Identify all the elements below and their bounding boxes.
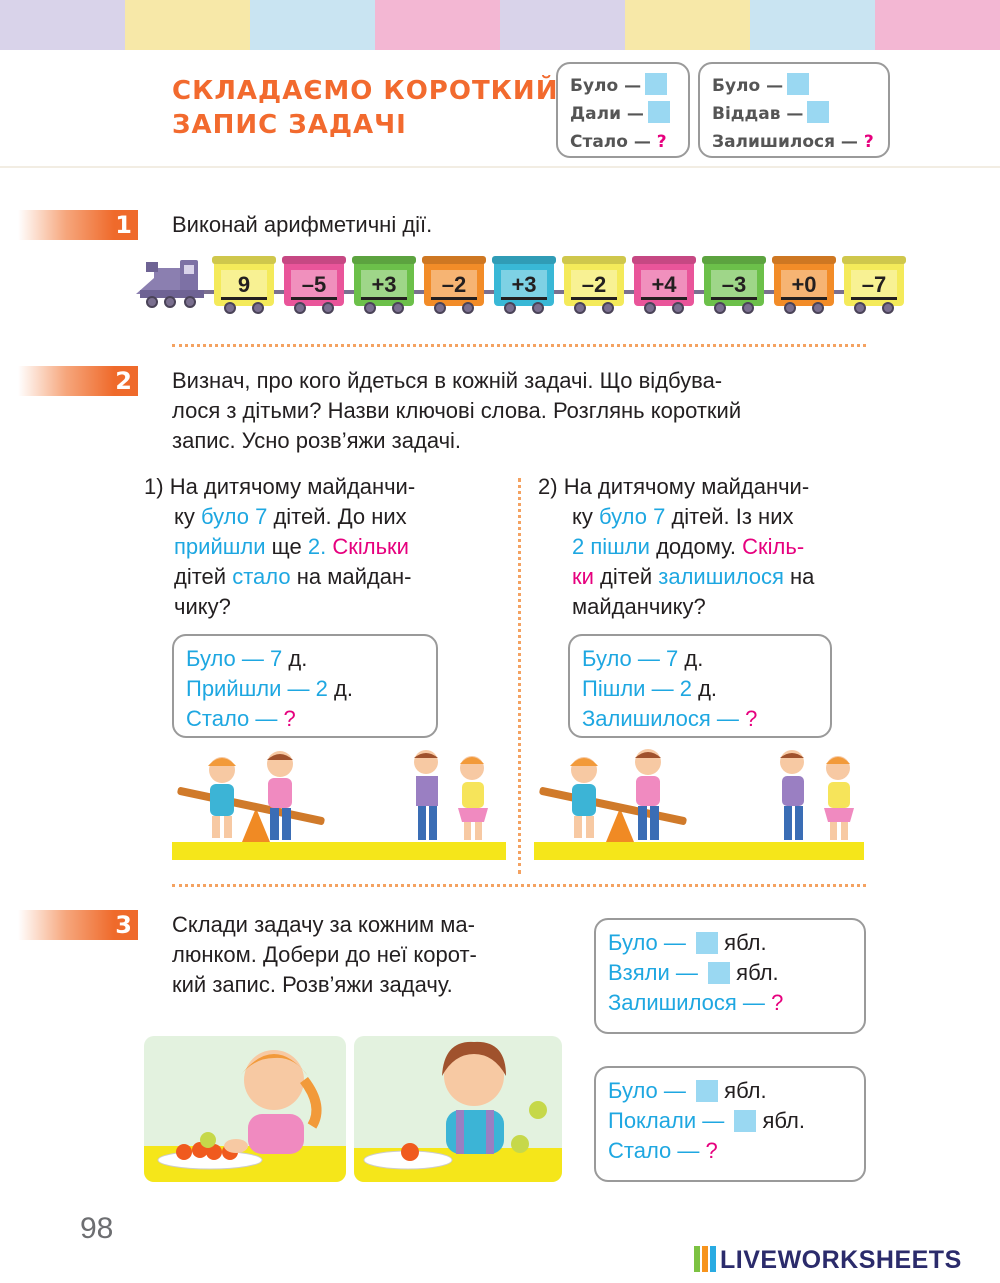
wheel-icon bbox=[672, 302, 684, 314]
train-wagon bbox=[704, 260, 764, 306]
train-wagon bbox=[844, 260, 904, 306]
task2-instruction bbox=[172, 366, 872, 456]
record-key: Залишилося — bbox=[582, 706, 739, 731]
boy-apples-picture bbox=[354, 1036, 562, 1182]
record-key: Було — bbox=[608, 1078, 686, 1103]
girl-with-apples-image bbox=[144, 1036, 346, 1182]
instruction-line: запис. Усно розв’яжи задачі. bbox=[172, 428, 462, 453]
question-mark: ? bbox=[705, 1138, 718, 1163]
question-mark: ? bbox=[283, 706, 296, 731]
answer-square[interactable] bbox=[734, 1110, 756, 1132]
wagon-roof bbox=[632, 256, 696, 264]
short-record-box-2 bbox=[568, 634, 832, 738]
color-bar-segment bbox=[125, 0, 250, 50]
instruction-line: кий запис. Розв’яжи задачу. bbox=[172, 972, 453, 997]
wheel-icon bbox=[392, 302, 404, 314]
keyword: було 7 bbox=[201, 504, 268, 529]
record-key: Взяли — bbox=[608, 960, 698, 985]
girl-apples-picture bbox=[144, 1036, 346, 1182]
answer-square[interactable] bbox=[648, 101, 670, 123]
wagon-label: –3 bbox=[711, 270, 757, 300]
scheme-label: Було — bbox=[712, 76, 784, 96]
wheel-icon bbox=[784, 302, 796, 314]
record-value: 2 bbox=[315, 676, 328, 701]
wheel-icon bbox=[602, 302, 614, 314]
wagon-roof bbox=[772, 256, 836, 264]
color-bar-segment bbox=[500, 0, 625, 50]
keyword: стало bbox=[232, 564, 291, 589]
brand-logo[interactable] bbox=[694, 1246, 962, 1276]
record-value: 7 bbox=[270, 646, 283, 671]
task-number-tab-2 bbox=[18, 366, 138, 396]
wheel-icon bbox=[504, 302, 516, 314]
record-key: Прийшли — bbox=[186, 676, 310, 701]
text-span: на майдан- bbox=[296, 564, 412, 589]
wagon-roof bbox=[492, 256, 556, 264]
text-span: дітей. До них bbox=[273, 504, 407, 529]
train-wagon bbox=[634, 260, 694, 306]
scheme-box-gave bbox=[556, 62, 690, 158]
record-key: Стало — bbox=[608, 1138, 700, 1163]
header-color-bar bbox=[0, 0, 1000, 50]
boy-with-apples-image bbox=[354, 1036, 562, 1182]
color-bar-segment bbox=[375, 0, 500, 50]
text-span: на bbox=[790, 564, 815, 589]
wagon-label: –5 bbox=[291, 270, 337, 300]
wagon-roof bbox=[212, 256, 276, 264]
wheel-icon bbox=[882, 302, 894, 314]
task3-instruction bbox=[172, 910, 572, 1000]
wagon-label: +0 bbox=[781, 270, 827, 300]
record-unit: ябл. bbox=[724, 930, 767, 955]
brand-name: LIVEWORKSHEETS bbox=[720, 1246, 962, 1274]
train-wagon bbox=[424, 260, 484, 306]
train-wagon bbox=[494, 260, 554, 306]
task-number: 3 bbox=[115, 911, 132, 939]
question-mark: ? bbox=[656, 132, 667, 152]
question-keyword: Скільки bbox=[332, 534, 409, 559]
keyword: 2 пішли bbox=[572, 534, 650, 559]
record-unit: ябл. bbox=[724, 1078, 767, 1103]
page-number: 98 bbox=[80, 1212, 114, 1245]
divider-2 bbox=[172, 884, 866, 887]
task-number-tab-1 bbox=[18, 210, 138, 240]
wheel-icon bbox=[574, 302, 586, 314]
wagon-roof bbox=[282, 256, 346, 264]
color-bar-segment bbox=[875, 0, 1000, 50]
record-unit: д. bbox=[698, 676, 718, 701]
train-wagon bbox=[564, 260, 624, 306]
text-span: додому. bbox=[656, 534, 737, 559]
train-wagon bbox=[284, 260, 344, 306]
record-unit: д. bbox=[334, 676, 353, 701]
color-bar-segment bbox=[250, 0, 375, 50]
divider-1 bbox=[172, 344, 866, 347]
playground-illustration-2 bbox=[534, 748, 864, 862]
train-wagon bbox=[774, 260, 834, 306]
text-span: чику? bbox=[174, 594, 231, 619]
wheel-icon bbox=[322, 302, 334, 314]
keyword: прийшли bbox=[174, 534, 266, 559]
text-span: ку bbox=[174, 504, 195, 529]
wagon-roof bbox=[352, 256, 416, 264]
record-key: Пішли — bbox=[582, 676, 674, 701]
color-bar-segment bbox=[750, 0, 875, 50]
color-bar-segment bbox=[0, 0, 125, 50]
question-mark: ? bbox=[863, 132, 874, 152]
text-span: майданчику? bbox=[572, 594, 706, 619]
wagon-label: +3 bbox=[361, 270, 407, 300]
instruction-line: люнком. Добери до неї корот- bbox=[172, 942, 477, 967]
text-span: На дитячому майданчи- bbox=[169, 474, 416, 499]
problem-number: 1) bbox=[144, 474, 164, 499]
record-value: 7 bbox=[666, 646, 679, 671]
text-span: дітей bbox=[600, 564, 653, 589]
record-box-put bbox=[594, 1066, 866, 1182]
keyword: було 7 bbox=[599, 504, 666, 529]
wagon-label: +3 bbox=[501, 270, 547, 300]
problem-number: 2) bbox=[538, 474, 558, 499]
record-key: Було — bbox=[186, 646, 264, 671]
playground-illustration-1 bbox=[172, 748, 506, 862]
wheel-icon bbox=[644, 302, 656, 314]
locomotive-icon bbox=[136, 260, 208, 308]
record-value: 2 bbox=[679, 676, 692, 701]
wheel-icon bbox=[742, 302, 754, 314]
text-span: ку bbox=[572, 504, 593, 529]
task1-instruction: Виконай арифметичні дії. bbox=[172, 212, 433, 237]
wheel-icon bbox=[812, 302, 824, 314]
answer-square[interactable] bbox=[708, 962, 730, 984]
short-record-box-1 bbox=[172, 634, 438, 738]
keyword: 2. bbox=[307, 534, 327, 559]
answer-square[interactable] bbox=[696, 932, 718, 954]
color-bar-segment bbox=[625, 0, 750, 50]
problem-2-text bbox=[538, 472, 872, 622]
wagon-label: –2 bbox=[571, 270, 617, 300]
title-line-1: СКЛАДАЄМО КОРОТКИЙ bbox=[172, 76, 559, 106]
keyword: залишилося bbox=[658, 564, 784, 589]
answer-square[interactable] bbox=[807, 101, 829, 123]
page-title bbox=[172, 74, 558, 142]
wheel-icon bbox=[854, 302, 866, 314]
scheme-label: Дали — bbox=[570, 104, 644, 124]
record-key: Було — bbox=[582, 646, 660, 671]
wheel-icon bbox=[532, 302, 544, 314]
scheme-box-gave-away bbox=[698, 62, 890, 158]
wagon-label: 9 bbox=[221, 270, 267, 300]
wagon-roof bbox=[422, 256, 486, 264]
wagon-label: +4 bbox=[641, 270, 687, 300]
text-span: дітей bbox=[174, 564, 227, 589]
train-wagon bbox=[214, 260, 274, 306]
record-unit: д. bbox=[684, 646, 704, 671]
record-unit: д. bbox=[288, 646, 308, 671]
wheel-icon bbox=[462, 302, 474, 314]
scheme-label: Стало — bbox=[570, 132, 651, 152]
wheel-icon bbox=[224, 302, 236, 314]
wheel-icon bbox=[434, 302, 446, 314]
record-unit: ябл. bbox=[762, 1108, 805, 1133]
record-key: Поклали — bbox=[608, 1108, 725, 1133]
task-number: 1 bbox=[115, 211, 132, 239]
scheme-label: Залишилося — bbox=[712, 132, 858, 152]
title-line-2: ЗАПИС ЗАДАЧІ bbox=[172, 110, 407, 140]
wheel-icon bbox=[294, 302, 306, 314]
problem-divider bbox=[518, 478, 521, 874]
instruction-line: Склади задачу за кожним ма- bbox=[172, 912, 475, 937]
question-keyword: Скіль- bbox=[742, 534, 805, 559]
record-unit: ябл. bbox=[736, 960, 779, 985]
train bbox=[136, 256, 906, 318]
wheel-icon bbox=[364, 302, 376, 314]
task-number: 2 bbox=[115, 367, 132, 395]
wagon-label: –7 bbox=[851, 270, 897, 300]
wagon-roof bbox=[842, 256, 906, 264]
wagon-roof bbox=[702, 256, 766, 264]
liveworksheets-logo-icon bbox=[694, 1246, 716, 1272]
wagon-roof bbox=[562, 256, 626, 264]
answer-square[interactable] bbox=[696, 1080, 718, 1102]
question-mark: ? bbox=[745, 706, 758, 731]
instruction-line: лося з дітьми? Назви ключові слова. Розглянь короткий bbox=[172, 398, 742, 423]
record-key: Залишилося — bbox=[608, 990, 765, 1015]
wheel-icon bbox=[252, 302, 264, 314]
scheme-label: Віддав — bbox=[712, 104, 804, 124]
instruction-line: Визнач, про кого йдеться в кожній задачі. Що відбува- bbox=[172, 368, 723, 393]
answer-square[interactable] bbox=[787, 73, 809, 95]
text-span: ще bbox=[271, 534, 302, 559]
train-wagon bbox=[354, 260, 414, 306]
text-span: дітей. Із них bbox=[671, 504, 794, 529]
question-mark: ? bbox=[771, 990, 784, 1015]
scheme-label: Було — bbox=[570, 76, 642, 96]
record-key: Стало — bbox=[186, 706, 278, 731]
text-span: На дитячому майданчи- bbox=[563, 474, 810, 499]
answer-square[interactable] bbox=[645, 73, 667, 95]
wagon-label: –2 bbox=[431, 270, 477, 300]
task-number-tab-3 bbox=[18, 910, 138, 940]
record-box-took bbox=[594, 918, 866, 1034]
problem-1-text bbox=[144, 472, 474, 622]
question-keyword: ки bbox=[572, 564, 594, 589]
wheel-icon bbox=[714, 302, 726, 314]
record-key: Було — bbox=[608, 930, 686, 955]
